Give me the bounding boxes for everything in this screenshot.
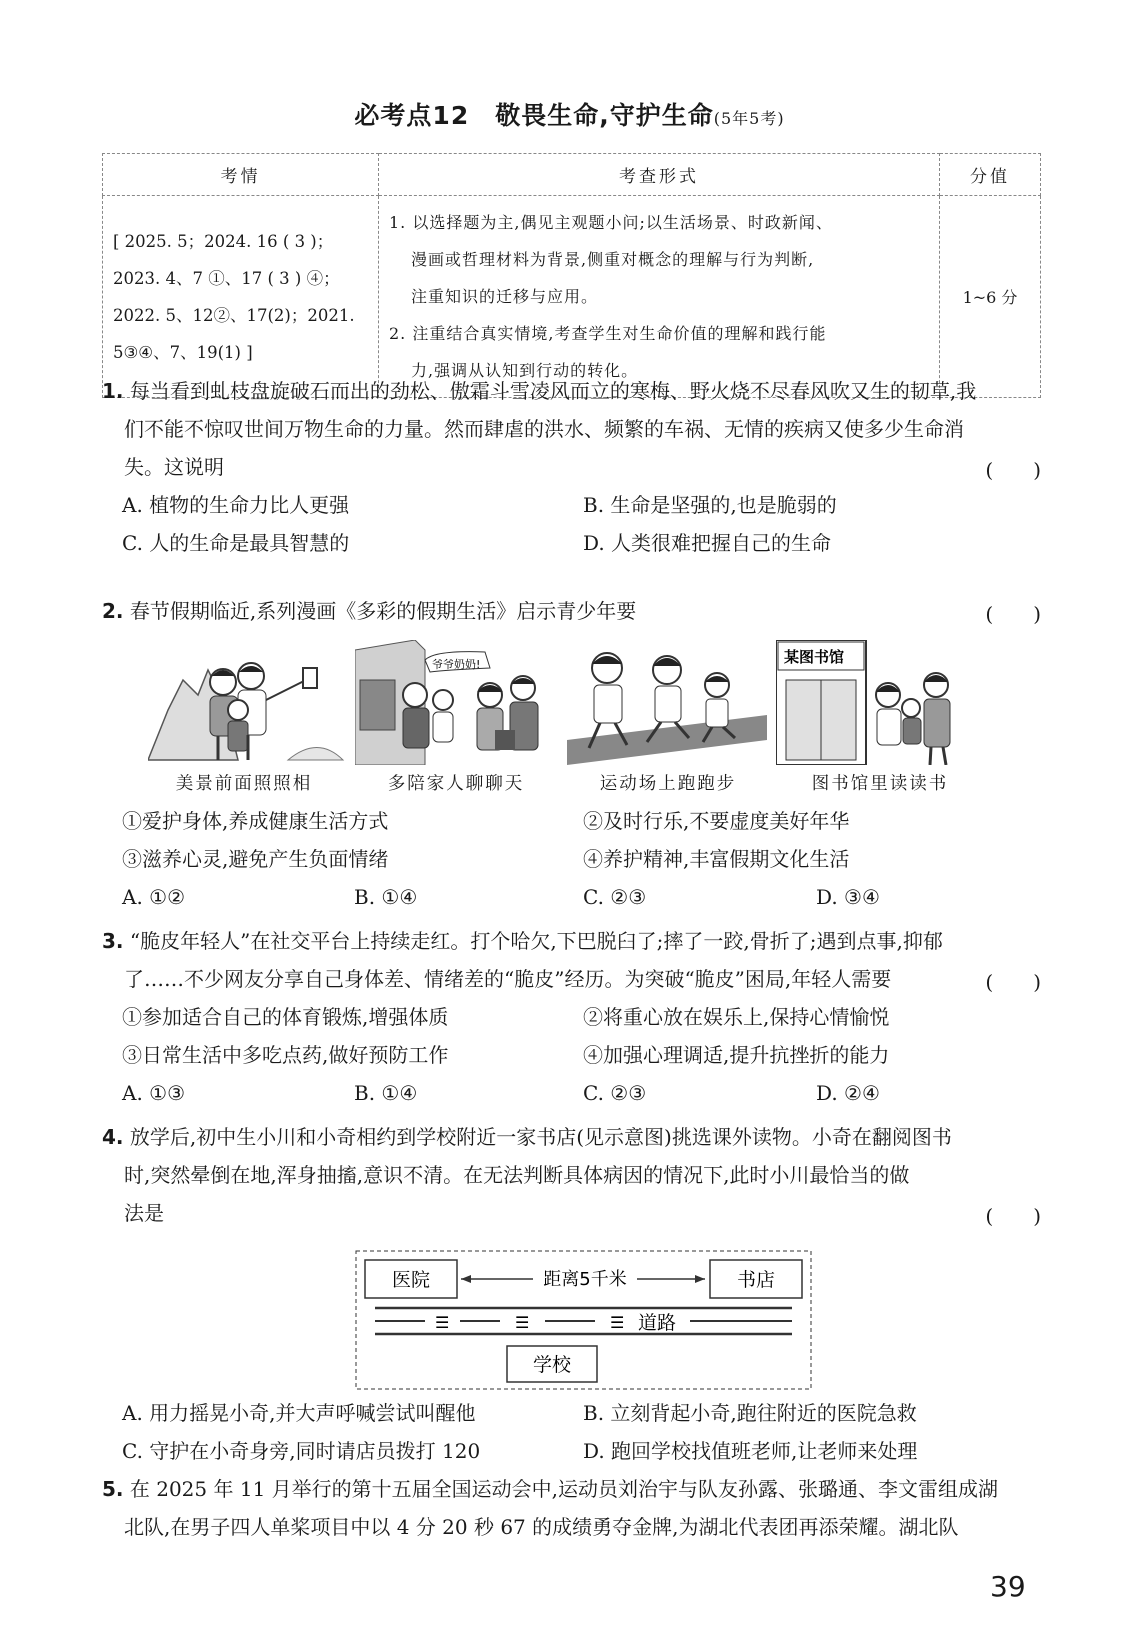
q4-option-b[interactable]: B. 立刻背起小奇,跑往附近的医院急救 (583, 1401, 917, 1425)
q2-option-d[interactable]: D. ③④ (816, 885, 880, 909)
section-title-sub: (5年5考) (713, 109, 785, 128)
q2-statement-4: ④养护精神,丰富假期文化生活 (583, 847, 850, 871)
q1-option-a[interactable]: A. 植物的生命力比人更强 (122, 493, 350, 517)
crosswalk-icon: ☰ (610, 1313, 625, 1332)
q3-option-a[interactable]: A. ①③ (122, 1081, 186, 1105)
q2-answer-paren[interactable]: ( ) (985, 602, 1041, 626)
q2-statement-2: ②及时行乐,不要虚度美好年华 (583, 809, 850, 833)
caption-4: 图书馆里读读书 (811, 774, 949, 794)
section-title (0, 96, 1139, 132)
q4-option-a[interactable]: A. 用力摇晃小奇,并大声呼喊尝试叫醒他 (122, 1401, 476, 1425)
cartoon-library (776, 640, 976, 765)
q2-option-a[interactable]: A. ①② (122, 885, 186, 909)
map-hospital-label: 医院 (391, 1269, 431, 1291)
q3-option-b[interactable]: B. ①④ (354, 1081, 418, 1105)
q4-line-1: 4. 放学后,初中生小川和小奇相约到学校附近一家书店(见示意图)挑选课外读物。小奇在翻阅图书 (102, 1125, 952, 1149)
q2-option-c[interactable]: C. ②③ (583, 885, 647, 909)
q1-option-b[interactable]: B. 生命是坚强的,也是脆弱的 (583, 493, 837, 517)
location-map (355, 1250, 812, 1390)
caption-1: 美景前面照照相 (175, 774, 313, 794)
score-cell: 1~6 分 (940, 196, 1041, 398)
q1-line-3: 失。这说明 (124, 455, 224, 479)
form-cell: 1. 以选择题为主,偶见主观题小问;以生活场景、时政新闻、 漫画或哲理材料为背景,侧重对概念的理解与行为判断, 注重知识的迁移与应用。 2. 注重结合真实情境,考查学生对生命价值的理解和践行能 力,强调从认知到行动的转化。 (379, 196, 940, 398)
header-form: 考查形式 (379, 154, 940, 196)
library-sign: 某图书馆 (784, 648, 845, 666)
q1-line-2: 们不能不惊叹世间万物生命的力量。然而肆虐的洪水、频繁的车祸、无情的疾病又使多少生命消 (124, 417, 964, 441)
map-distance-label: 距离5千米 (543, 1269, 627, 1290)
page-number: 39 (990, 1570, 1026, 1603)
q2-statement-1: ①爱护身体,养成健康生活方式 (122, 809, 389, 833)
q3-option-d[interactable]: D. ②④ (816, 1081, 880, 1105)
q5-line-1: 5. 在 2025 年 11 月举行的第十五届全国运动会中,运动员刘治宇与队友孙露、张璐通、李文雷组成湖 (102, 1477, 999, 1501)
situation-cell: [ 2025. 5；2024. 16 ( 3 )； 2023. 4、7 ①、17 ( 3 ) ④； 2022. 5、12②、17(2)；2021. 5③④、7、19(1) ] (103, 196, 379, 398)
cartoon-photo-scenery (148, 640, 348, 765)
q1-line-1: 1. 每当看到虬枝盘旋破石而出的劲松、傲霜斗雪凌风而立的寒梅、野火烧不尽春风吹又生的韧草,我 (102, 379, 977, 403)
q3-statement-4: ④加强心理调适,提升抗挫折的能力 (583, 1043, 890, 1067)
map-road-label: 道路 (638, 1312, 677, 1334)
exam-info-table (102, 153, 1041, 398)
q2-option-b[interactable]: B. ①④ (354, 885, 418, 909)
q4-option-d[interactable]: D. 跑回学校找值班老师,让老师来处理 (583, 1439, 918, 1463)
q2-statement-3: ③滋养心灵,避免产生负面情绪 (122, 847, 389, 871)
q4-line-3: 法是 (124, 1201, 164, 1225)
q4-answer-paren[interactable]: ( ) (985, 1204, 1041, 1228)
map-school-label: 学校 (532, 1354, 572, 1376)
q3-option-c[interactable]: C. ②③ (583, 1081, 647, 1105)
header-situation: 考情 (103, 154, 379, 196)
cartoon-family-chat (355, 640, 555, 765)
map-bookstore-label: 书店 (736, 1269, 776, 1291)
caption-3: 运动场上跑跑步 (599, 774, 737, 794)
crosswalk-icon: ☰ (435, 1313, 450, 1332)
q3-statement-3: ③日常生活中多吃点药,做好预防工作 (122, 1043, 449, 1067)
q3-statement-2: ②将重心放在娱乐上,保持心情愉悦 (583, 1005, 890, 1029)
speech-bubble-text: 爷爷奶奶! (432, 658, 481, 671)
q3-answer-paren[interactable]: ( ) (985, 970, 1041, 994)
crosswalk-icon: ☰ (515, 1313, 530, 1332)
caption-2: 多陪家人聊聊天 (387, 774, 525, 794)
q4-option-c[interactable]: C. 守护在小奇身旁,同时请店员拨打 120 (122, 1439, 481, 1463)
q4-line-2: 时,突然晕倒在地,浑身抽搐,意识不清。在无法判断具体病因的情况下,此时小川最恰当的做 (124, 1163, 910, 1187)
q3-statement-1: ①参加适合自己的体育锻炼,增强体质 (122, 1005, 449, 1029)
q3-line-1: 3. “脆皮年轻人”在社交平台上持续走红。打个哈欠,下巴脱臼了;摔了一跤,骨折了;遇到点事,抑郁 (102, 929, 943, 953)
q5-line-2: 北队,在男子四人单桨项目中以 4 分 20 秒 67 的成绩勇夺金牌,为湖北代表团再添荣耀。湖北队 (124, 1515, 959, 1539)
section-title-main: 必考点12 敬畏生命,守护生命 (354, 101, 714, 130)
q1-option-c[interactable]: C. 人的生命是最具智慧的 (122, 531, 350, 555)
q2-line-1: 2. 春节假期临近,系列漫画《多彩的假期生活》启示青少年要 (102, 599, 637, 623)
cartoon-running (567, 640, 767, 765)
q1-answer-paren[interactable]: ( ) (985, 458, 1041, 482)
q1-option-d[interactable]: D. 人类很难把握自己的生命 (583, 531, 832, 555)
header-score: 分值 (940, 154, 1041, 196)
q3-line-2: 了……不少网友分享自己身体差、情绪差的“脆皮”经历。为突破“脆皮”困局,年轻人需要 (124, 967, 892, 991)
